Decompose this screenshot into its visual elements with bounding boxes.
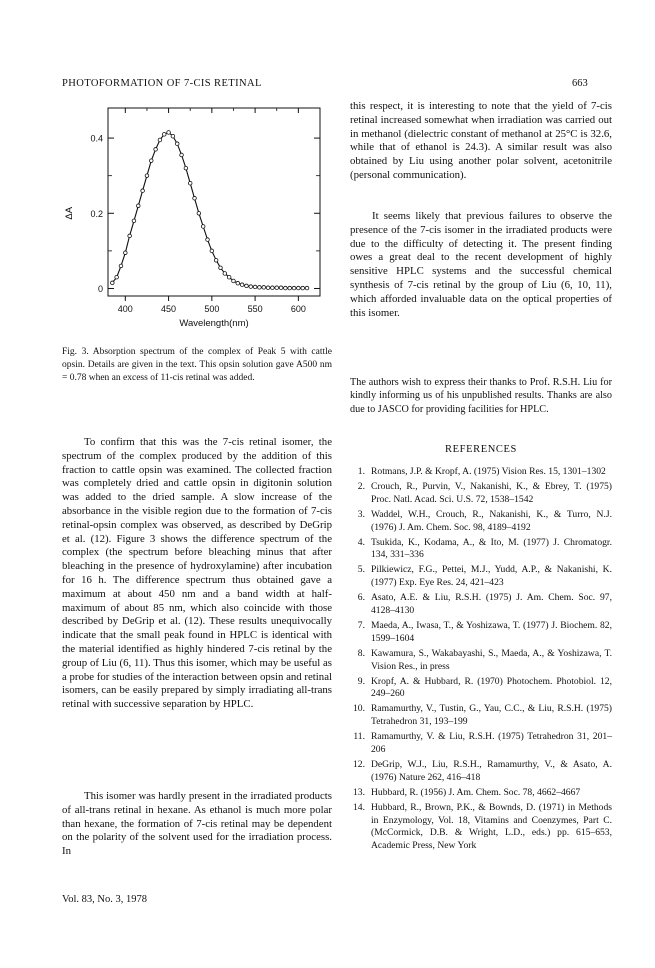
reference-text: Tsukida, K., Kodama, A., & Ito, M. (1977) J. Chromatogr. 134, 331–336 xyxy=(371,536,612,561)
running-header: PHOTOFORMATION OF 7-CIS RETINAL xyxy=(62,78,262,89)
spectrum-point xyxy=(154,148,158,152)
spectrum-point xyxy=(249,285,253,289)
reference-number: 14. xyxy=(353,801,365,813)
reference-item xyxy=(350,564,612,589)
journal-footer: Vol. 83, No. 3, 1978 xyxy=(62,894,147,905)
reference-item xyxy=(350,509,612,534)
spectrum-point xyxy=(188,181,192,185)
reference-text: Rotmans, J.P. & Kropf, A. (1975) Vision Res. 15, 1301–1302 xyxy=(371,466,606,477)
spectrum-point xyxy=(232,279,236,283)
reference-text: Hubbard, R. (1956) J. Am. Chem. Soc. 78, 4662–4667 xyxy=(371,786,581,798)
reference-text: Pilkiewicz, F.G., Pettei, M.J., Yudd, A.P., & Nakanishi, K. (1977) Exp. Eye Res. 24, 421–423 xyxy=(371,564,612,589)
spectrum-point xyxy=(201,225,205,229)
reference-text: DeGrip, W.J., Liu, R.S.H., Ramamurthy, V., & Asato, A. (1976) Nature 262, 416–418 xyxy=(371,759,612,783)
spectrum-point xyxy=(292,286,296,290)
reference-number: 3. xyxy=(357,508,365,520)
spectrum-point xyxy=(245,284,249,288)
reference-text: Ramamurthy, V., Tustin, G., Yau, C.C., & Liu, R.S.H. (1975) Tetrahedron 31, 193–199 xyxy=(371,703,612,728)
spectrum-line xyxy=(112,132,307,288)
spectrum-point xyxy=(258,286,262,290)
acknowledgements: The authors wish to express their thanks to Prof. R.S.H. Liu for kindly informing us of his unpublished results. Thanks are also due to JASCO for providing facilities for HPLC. xyxy=(350,377,612,415)
reference-number: 4. xyxy=(357,536,365,548)
reference-text: Kropf, A. & Hubbard, R. (1970) Photochem. Photobiol. 12, 249–260 xyxy=(371,675,612,700)
spectrum-point xyxy=(119,264,123,268)
x-tick-label: 400 xyxy=(117,304,133,314)
spectrum-point xyxy=(223,272,227,276)
spectrum-point xyxy=(279,286,283,290)
spectrum-point xyxy=(301,286,305,290)
reference-number: 9. xyxy=(357,675,365,687)
spectrum-point xyxy=(271,286,275,290)
reference-number: 13. xyxy=(353,786,365,798)
reference-number: 12. xyxy=(353,759,365,771)
reference-number: 6. xyxy=(357,592,365,604)
reference-number: 10. xyxy=(353,703,365,715)
reference-number: 7. xyxy=(357,620,365,632)
spectrum-point xyxy=(236,281,240,285)
y-axis-label: ΔA xyxy=(64,206,75,220)
spectrum-point xyxy=(266,286,270,290)
page-number: 663 xyxy=(572,78,588,89)
reference-text: Kawamura, S., Wakabayashi, S., Maeda, A., & Yoshizawa, T. Vision Res., in press xyxy=(371,647,612,672)
y-tick-label: 0.4 xyxy=(90,133,103,144)
reference-item xyxy=(350,481,612,506)
spectrum-point xyxy=(262,286,266,290)
spectrum-point xyxy=(128,234,132,238)
reference-item xyxy=(350,802,612,853)
spectrum-point xyxy=(141,189,145,193)
references-title: REFERENCES xyxy=(445,444,517,455)
spectrum-point xyxy=(145,174,149,178)
spectrum-point xyxy=(111,281,115,285)
spectrum-point xyxy=(297,286,301,290)
reference-item xyxy=(350,759,612,784)
reference-number: 5. xyxy=(357,564,365,576)
reference-number: 1. xyxy=(357,466,365,477)
reference-item xyxy=(350,676,612,701)
x-tick-label: 500 xyxy=(204,304,220,314)
reference-text: Crouch, R., Purvin, V., Nakanishi, K., & Ebrey, T. (1975) Proc. Natl. Acad. Sci. U.S. 72, 1538–1542 xyxy=(371,481,612,505)
reference-item xyxy=(350,787,612,800)
absorption-spectrum-chart xyxy=(58,100,328,344)
x-axis-label: Wavelength(nm) xyxy=(179,318,249,329)
left-paragraph-1: To confirm that this was the 7-cis retinal isomer, the spectrum of the complex produced by the addition of this fraction to cattle opsin was examined. The collected fraction was completely dried and cattle opsin in digitonin solution was added to the dried sample. A slow increase of the absorbance in the visible region due to the formation of 7-cis retinal-opsin complex was observed, as described by DeGrip et al. (12). Figure 3 shows the difference spectrum of the complex (the spectrum before bleaching minus that after bleaching in the presence of hydroxylamine) after incubation for 16 h. The difference spectrum thus obtained gave a maximum at about 450 nm and a band width at half-maximum of about 85 nm, which also coincide with those described by DeGrip et al. (12). These results unequivocally indicate that the small peak found in HPLC is identical with the material identified as highly hindered 7-cis retinal by the group of Liu (6, 11). Thus this isomer, which may be useful as a probe for studies of the interaction between opsin and retinal isomers, can be easily prepared by simply irradiating all-trans retinal with successive separation by HPLC. xyxy=(62,436,332,711)
reference-item xyxy=(350,703,612,728)
x-tick-label: 600 xyxy=(290,304,306,314)
spectrum-point xyxy=(167,131,171,135)
spectrum-point xyxy=(136,204,140,208)
reference-number: 2. xyxy=(357,481,365,493)
spectrum-point xyxy=(275,286,279,290)
spectrum-point xyxy=(149,159,153,163)
spectrum-point xyxy=(284,286,288,290)
spectrum-point xyxy=(124,251,128,255)
spectrum-point xyxy=(158,138,162,142)
spectrum-point xyxy=(305,286,309,290)
reference-number: 8. xyxy=(357,647,365,659)
y-tick-label: 0.2 xyxy=(90,208,103,219)
spectrum-point xyxy=(132,219,136,223)
reference-item xyxy=(350,731,612,756)
spectrum-point xyxy=(115,275,119,279)
reference-text: Maeda, A., Iwasa, T., & Yoshizawa, T. (1977) J. Biochem. 82, 1599–1604 xyxy=(371,620,612,644)
reference-item xyxy=(350,648,612,673)
x-tick-label: 550 xyxy=(247,304,263,314)
reference-item xyxy=(350,537,612,562)
reference-text: Hubbard, R., Brown, P.K., & Bownds, D. (1971) in Methods in Enzymology, Vol. 18, Vitamins and Coenzymes, Part C. (McCormick, D.B. & Wright, L.D., eds.) pp. 615–653, Academic Press, New York xyxy=(371,801,612,852)
reference-item xyxy=(350,466,612,479)
spectrum-point xyxy=(175,142,179,146)
reference-item xyxy=(350,592,612,617)
right-paragraph-2: It seems likely that previous failures to observe the presence of the 7-cis isomer in the irradiated products were due to the difficulty of detecting it. The present finding owes a great deal to the recent development of highly sensitive HPLC systems and the successful chemical synthesis of 7-cis retinal by the group of Liu (6, 10, 11), which afforded invaluable data on the optical properties of this isomer. xyxy=(350,210,612,319)
spectrum-point xyxy=(210,249,214,253)
spectrum-point xyxy=(193,196,197,200)
spectrum-point xyxy=(171,134,175,138)
reference-number: 11. xyxy=(353,731,365,743)
reference-text: Waddel, W.H., Crouch, R., Nakanishi, K., & Turro, N.J. (1976) J. Am. Chem. Soc. 98, 4189–4192 xyxy=(371,508,612,533)
x-tick-label: 450 xyxy=(161,304,177,314)
right-paragraph-1: this respect, it is interesting to note that the yield of 7-cis retinal increased somewhat when irradiation was carried out in methanol (dielectric constant of methanol at 25°C is 32.6, while that of ethanol is 24.3). A similar result was also obtained by Liu using another polar solvent, acetonitrile (personal communication). xyxy=(350,100,612,181)
reference-list xyxy=(350,466,612,855)
spectrum-point xyxy=(253,285,257,289)
spectrum-point xyxy=(197,211,201,215)
spectrum-point xyxy=(240,283,244,287)
spectrum-point xyxy=(227,275,231,279)
reference-item xyxy=(350,620,612,645)
spectrum-point xyxy=(162,133,166,137)
spectrum-point xyxy=(180,153,184,157)
spectrum-point xyxy=(288,286,292,290)
reference-text: Ramamurthy, V. & Liu, R.S.H. (1975) Tetrahedron 31, 201–206 xyxy=(371,731,612,755)
spectrum-point xyxy=(184,166,188,170)
spectrum-point xyxy=(206,238,210,242)
spectrum-point xyxy=(219,266,223,270)
spectrum-point xyxy=(214,258,218,262)
left-paragraph-2: This isomer was hardly present in the irradiated products of all-trans retinal in hexane. As ethanol is much more polar than hexane, the formation of 7-cis retinal may be dependent on the polarity of the solvent used for the irradiation process. In xyxy=(62,790,332,858)
figure-caption: Fig. 3. Absorption spectrum of the complex of Peak 5 with cattle opsin. Details are given in the text. This opsin solution gave A500 nm = 0.78 when an excess of 11-cis retinal was added. xyxy=(62,347,332,383)
reference-text: Asato, A.E. & Liu, R.S.H. (1975) J. Am. Chem. Soc. 97, 4128–4130 xyxy=(371,592,612,616)
y-tick-label: 0 xyxy=(97,283,103,294)
